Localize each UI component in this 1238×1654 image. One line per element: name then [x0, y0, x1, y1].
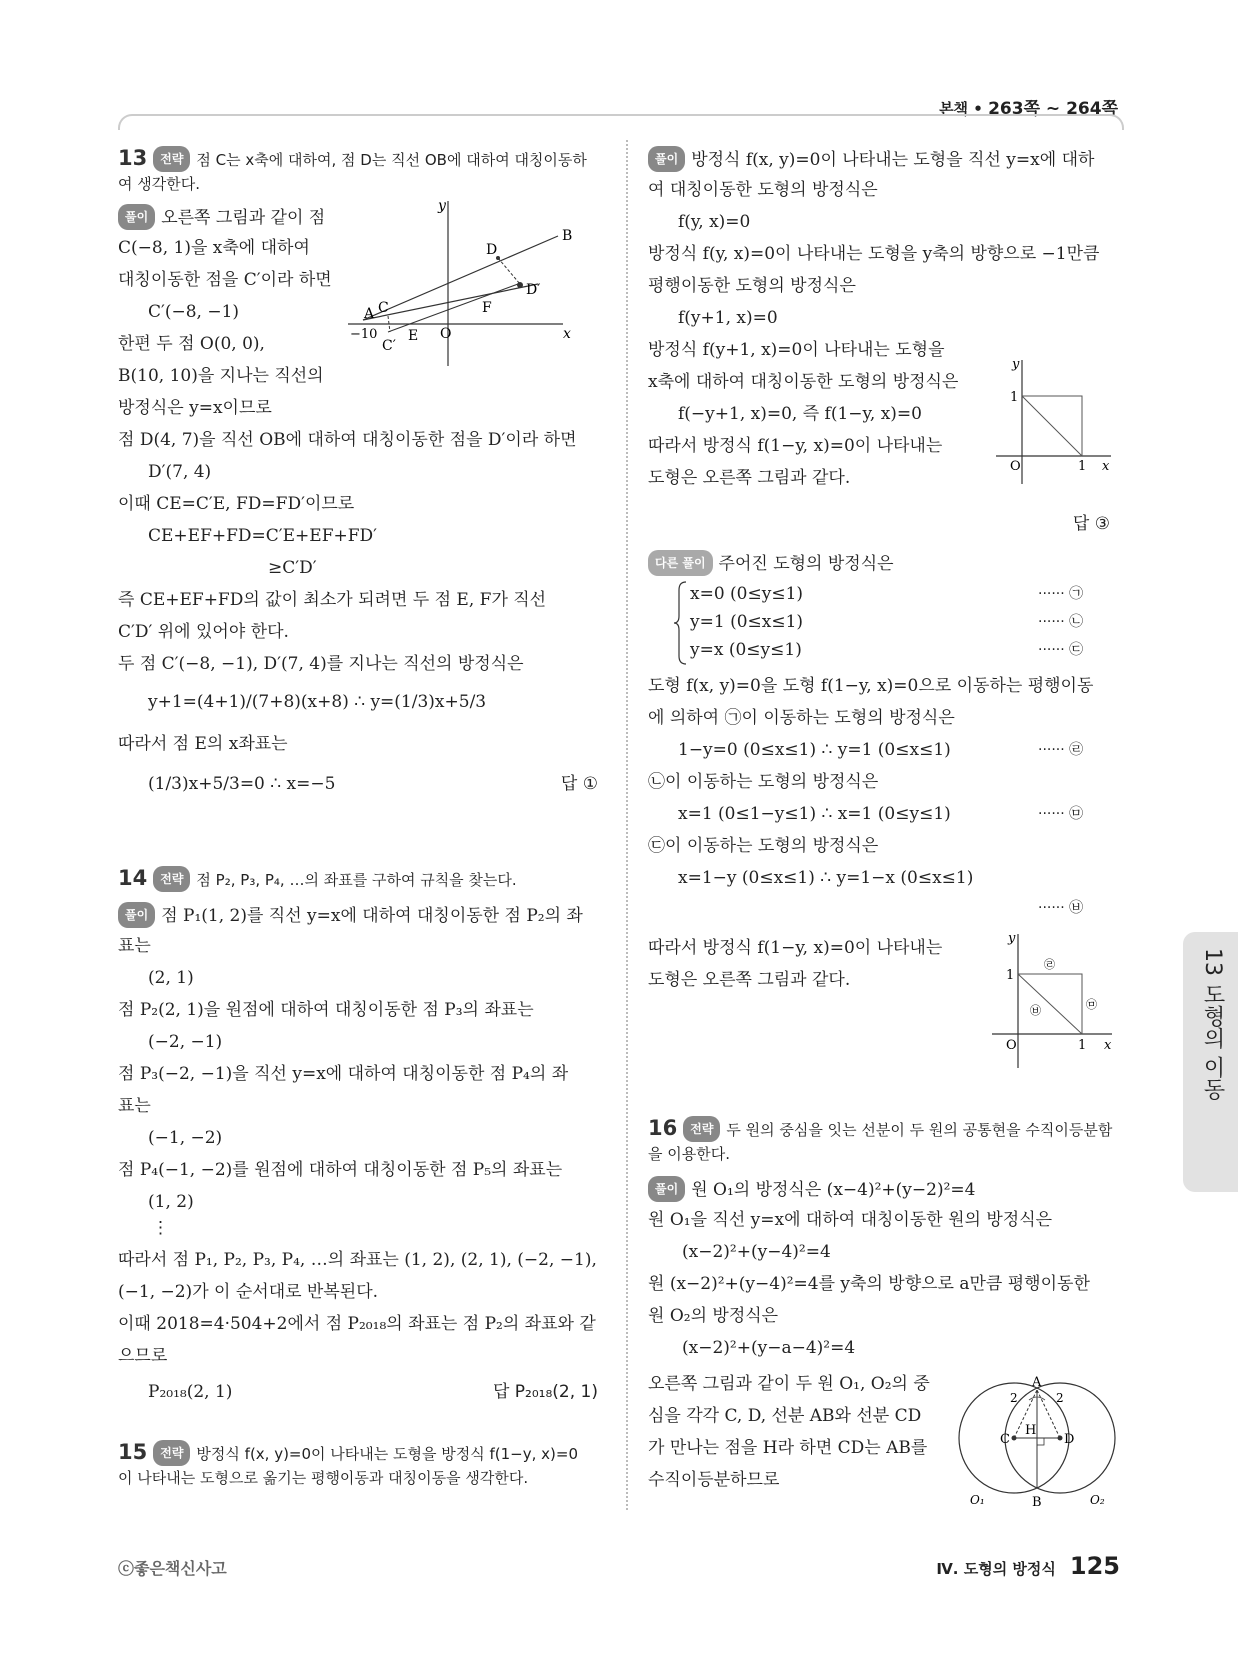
- solution-line: 방정식 f(y+1, x)=0이 나타내는 도형을: [648, 340, 945, 360]
- answer-13: 답 ①: [560, 774, 598, 794]
- fig13-label-A: A: [364, 306, 375, 322]
- equation: (1/3)x+5/3=0 ∴ x=−5: [148, 774, 336, 794]
- fig13-label-C: C: [378, 300, 389, 316]
- book-label: 본책: [939, 100, 969, 118]
- fig13-label-Dp: D′: [526, 282, 541, 298]
- solution-line: 점 D(4, 7)을 직선 OB에 대하여 대칭이동한 점을 D′이라 하면: [118, 430, 577, 450]
- solution-line: 여 대칭이동한 도형의 방정식은: [648, 180, 878, 200]
- equation: (−1, −2): [148, 1128, 223, 1148]
- marker: ······ ㉢: [1038, 642, 1084, 658]
- answer-15: 답 ③: [1072, 514, 1110, 534]
- marker: ······ ㉣: [1038, 742, 1084, 758]
- solution-line: ㉢이 이동하는 도형의 방정식은: [648, 836, 879, 856]
- equation: C′(−8, −1): [148, 302, 240, 322]
- equation: x=0 (0≤y≤1): [690, 584, 804, 604]
- fig15a-label-y: y: [1012, 357, 1020, 372]
- top-border: [118, 114, 1124, 130]
- figure-16-circles: [954, 1370, 1120, 1510]
- fig13-label-y: y: [438, 198, 446, 214]
- solution-line: (−1, −2)가 이 순서대로 반복된다.: [118, 1282, 379, 1302]
- solution-line: 풀이 원 O₁의 방정식은 (x−4)²+(y−2)²=4: [648, 1176, 975, 1202]
- fig13-label-B: B: [562, 228, 573, 244]
- marker: ······ ㉡: [1038, 614, 1084, 630]
- page-range: 263쪽 ~ 264쪽: [988, 99, 1118, 119]
- problem-number: 14: [118, 866, 148, 890]
- equation: f(−y+1, x)=0, 즉 f(1−y, x)=0: [678, 404, 922, 424]
- equation: (2, 1): [148, 968, 194, 988]
- fig15a-label-x: x: [1102, 459, 1110, 474]
- solution-line: 표는: [118, 1096, 151, 1116]
- solution-line: 도형은 오른쪽 그림과 같다.: [648, 468, 851, 488]
- solution-line: ㉡이 이동하는 도형의 방정식은: [648, 772, 879, 792]
- fig15b-marker-5: ㉤: [1086, 998, 1097, 1011]
- solution-line: 풀이 점 P₁(1, 2)를 직선 y=x에 대하여 대칭이동한 점 P₂의 좌: [118, 902, 583, 928]
- solution-line: 원 O₂의 방정식은: [648, 1306, 779, 1326]
- page-footer: [936, 1552, 1120, 1580]
- solution-tag: 풀이: [648, 1176, 685, 1202]
- figure-15a-square: [986, 356, 1116, 486]
- problem-number: 16: [648, 1116, 678, 1140]
- solution-line: 원 O₁을 직선 y=x에 대하여 대칭이동한 원의 방정식은: [648, 1210, 1053, 1230]
- solution-line: 풀이 방정식 f(x, y)=0이 나타내는 도형을 직선 y=x에 대하: [648, 146, 1094, 172]
- solution-line: 방정식은 y=x이므로: [118, 398, 272, 418]
- fig13-label-m10: −10: [350, 327, 378, 342]
- equation: f(y, x)=0: [678, 212, 751, 232]
- problem-16-strategy: 16 전략 두 원의 중심을 잇는 선분이 두 원의 공통현을 수직이등분함: [648, 1116, 1113, 1140]
- fig13-label-Cp: C′: [382, 338, 396, 354]
- solution-line: 도형 f(x, y)=0을 도형 f(1−y, x)=0으로 이동하는 평행이동: [648, 676, 1094, 696]
- fig13-label-E: E: [408, 328, 419, 344]
- publisher-logo: ⓒ좋은책신사고: [118, 1559, 227, 1578]
- fig13-label-F: F: [482, 300, 492, 316]
- solution-line: 심을 각각 C, D, 선분 AB와 선분 CD: [648, 1406, 922, 1426]
- solution-line: 풀이 오른쪽 그림과 같이 점: [118, 204, 325, 230]
- equation: y=1 (0≤x≤1): [690, 612, 804, 632]
- solution-line: 대칭이동한 점을 C′이라 하면: [118, 270, 332, 290]
- strategy-line: 여 생각한다.: [118, 175, 200, 193]
- fig16-label-2-right: 2: [1056, 1391, 1064, 1405]
- fig15b-label-O: O: [1006, 1038, 1017, 1053]
- solution-line: 수직이등분하므로: [648, 1470, 780, 1490]
- fig15b-marker-4: ㉣: [1044, 958, 1055, 971]
- marker: ······ ㉥: [1038, 900, 1084, 916]
- solution-line: 에 의하여 ㉠이 이동하는 도형의 방정식은: [648, 708, 955, 728]
- fig15b-label-1y: 1: [1006, 968, 1015, 983]
- fig15b-label-y: y: [1008, 931, 1016, 946]
- figure-13-diagram: [348, 196, 598, 376]
- page-header: 본책 • 263쪽 ~ 264쪽: [939, 99, 1118, 119]
- problem-number: 15: [118, 1440, 148, 1464]
- strategy-tag: 전략: [153, 866, 190, 892]
- solution-line: 가 만나는 점을 H라 하면 CD는 AB를: [648, 1438, 928, 1458]
- equation: x=1−y (0≤x≤1) ∴ y=1−x (0≤x≤1): [678, 868, 974, 888]
- solution-line: 따라서 점 P₁, P₂, P₃, P₄, …의 좌표는 (1, 2), (2, 1), (−2, −1),: [118, 1250, 597, 1270]
- equation: CE+EF+FD=C′E+EF+FD′: [148, 526, 378, 546]
- fig16-label-2-left: 2: [1010, 1391, 1018, 1405]
- fig16-label-A: A: [1032, 1375, 1042, 1390]
- problem-number: 13: [118, 146, 148, 170]
- equation: (1, 2): [148, 1192, 194, 1212]
- problem-14-strategy: 14 전략 점 P₂, P₃, P₄, …의 좌표를 구하여 규칙을 찾는다.: [118, 866, 517, 890]
- fig15b-label-1x: 1: [1078, 1038, 1087, 1053]
- equation: 1−y=0 (0≤x≤1) ∴ y=1 (0≤x≤1): [678, 740, 951, 760]
- solution-line: 따라서 방정식 f(1−y, x)=0이 나타내는: [648, 436, 943, 456]
- equation: (x−2)²+(y−4)²=4: [682, 1242, 831, 1262]
- chapter-side-tab: [1183, 932, 1238, 1192]
- solution-line: 오른쪽 그림과 같이 두 원 O₁, O₂의 중: [648, 1374, 930, 1394]
- fig16-label-O1: O₁: [970, 1493, 985, 1507]
- solution-line: x축에 대하여 대칭이동한 도형의 방정식은: [648, 372, 959, 392]
- solution-tag: 풀이: [648, 146, 685, 172]
- equation: f(y+1, x)=0: [678, 308, 778, 328]
- solution-line: B(10, 10)을 지나는 직선의: [118, 366, 324, 386]
- equation: y+1=(4+1)/(7+8)(x+8) ∴ y=(1/3)x+5/3: [148, 692, 487, 712]
- chapter-tab-label: 13 도형의 이동: [1200, 948, 1225, 1100]
- fig15a-label-1y: 1: [1010, 390, 1019, 405]
- right-column: [648, 140, 1120, 1510]
- solution-line: C′D′ 위에 있어야 한다.: [118, 622, 289, 642]
- fig16-label-D: D: [1064, 1432, 1075, 1447]
- solution-tag: 풀이: [118, 204, 155, 230]
- solution-line: 따라서 점 E의 x좌표는: [118, 734, 288, 754]
- strategy-line: 이 나타내는 도형으로 옮기는 평행이동과 대칭이동을 생각한다.: [118, 1469, 529, 1487]
- equation: P₂₀₁₈(2, 1): [148, 1382, 233, 1402]
- fig16-label-C: C: [1000, 1432, 1010, 1447]
- brace-icon: [674, 580, 688, 666]
- solution-line: 점 P₃(−2, −1)을 직선 y=x에 대하여 대칭이동한 점 P₄의 좌: [118, 1064, 569, 1084]
- fig16-label-O2: O₂: [1090, 1493, 1105, 1507]
- solution-line: 표는: [118, 936, 151, 956]
- alt-solution-line: 다른 풀이 주어진 도형의 방정식은: [648, 550, 894, 576]
- solution-line: 즉 CE+EF+FD의 값이 최소가 되려면 두 점 E, F가 직선: [118, 590, 547, 610]
- solution-line: 원 (x−2)²+(y−4)²=4를 y축의 방향으로 a만큼 평행이동한: [648, 1274, 1090, 1294]
- chapter-title: Ⅳ. 도형의 방정식: [936, 1560, 1056, 1578]
- solution-line: 두 점 C′(−8, −1), D′(7, 4)를 지나는 직선의 방정식은: [118, 654, 524, 674]
- fig15a-label-O: O: [1010, 459, 1021, 474]
- fig13-label-O: O: [440, 326, 452, 342]
- alt-solution-tag: 다른 풀이: [648, 550, 713, 576]
- answer-14: 답 P₂₀₁₈(2, 1): [492, 1382, 598, 1402]
- fig16-label-B: B: [1032, 1495, 1042, 1510]
- solution-line: 으므로: [118, 1346, 168, 1366]
- fig15a-label-1x: 1: [1078, 459, 1087, 474]
- solution-line: 한편 두 점 O(0, 0),: [118, 334, 265, 354]
- solution-line: 따라서 방정식 f(1−y, x)=0이 나타내는: [648, 938, 943, 958]
- fig13-label-x: x: [563, 326, 571, 342]
- solution-line: 이때 CE=C′E, FD=FD′이므로: [118, 494, 355, 514]
- equation: (x−2)²+(y−a−4)²=4: [682, 1338, 856, 1358]
- fig15b-label-x: x: [1104, 1038, 1112, 1053]
- equation: x=1 (0≤1−y≤1) ∴ x=1 (0≤y≤1): [678, 804, 951, 824]
- marker: ······ ㉠: [1038, 586, 1084, 602]
- solution-line: 평행이동한 도형의 방정식은: [648, 276, 856, 296]
- ellipsis: ⋮: [152, 1218, 169, 1238]
- solution-line: C(−8, 1)을 x축에 대하여: [118, 238, 310, 258]
- strategy-tag: 전략: [153, 146, 190, 172]
- fig16-label-H: H: [1025, 1423, 1037, 1438]
- left-column: [118, 140, 598, 1510]
- equation: (−2, −1): [148, 1032, 223, 1052]
- solution-tag: 풀이: [118, 902, 155, 928]
- problem-13-strategy: 13 전략 점 C는 x축에 대하여, 점 D는 직선 OB에 대하여 대칭이동하: [118, 146, 587, 170]
- solution-line: 점 P₂(2, 1)을 원점에 대하여 대칭이동한 점 P₃의 좌표는: [118, 1000, 534, 1020]
- fig13-label-D: D: [486, 242, 498, 258]
- figure-15b-square: [984, 930, 1118, 1070]
- solution-line: 도형은 오른쪽 그림과 같다.: [648, 970, 851, 990]
- problem-15-strategy: 15 전략 방정식 f(x, y)=0이 나타내는 도형을 방정식 f(1−y, x)=0: [118, 1440, 579, 1464]
- fig15b-marker-6: ㉥: [1030, 1004, 1041, 1017]
- marker: ······ ㉤: [1038, 806, 1084, 822]
- strategy-line: 을 이용한다.: [648, 1145, 730, 1163]
- equation: ≥C′D′: [268, 558, 317, 578]
- page-number: 125: [1069, 1552, 1120, 1580]
- strategy-tag: 전략: [153, 1440, 190, 1466]
- strategy-tag: 전략: [683, 1116, 720, 1142]
- solution-line: 이때 2018=4·504+2에서 점 P₂₀₁₈의 좌표는 점 P₂의 좌표와 같: [118, 1314, 596, 1334]
- equation: y=x (0≤y≤1): [690, 640, 802, 660]
- solution-line: 점 P₄(−1, −2)를 원점에 대하여 대칭이동한 점 P₅의 좌표는: [118, 1160, 563, 1180]
- column-divider: [626, 140, 628, 1510]
- equation: D′(7, 4): [148, 462, 212, 482]
- solution-line: 방정식 f(y, x)=0이 나타내는 도형을 y축의 방향으로 −1만큼: [648, 244, 1100, 264]
